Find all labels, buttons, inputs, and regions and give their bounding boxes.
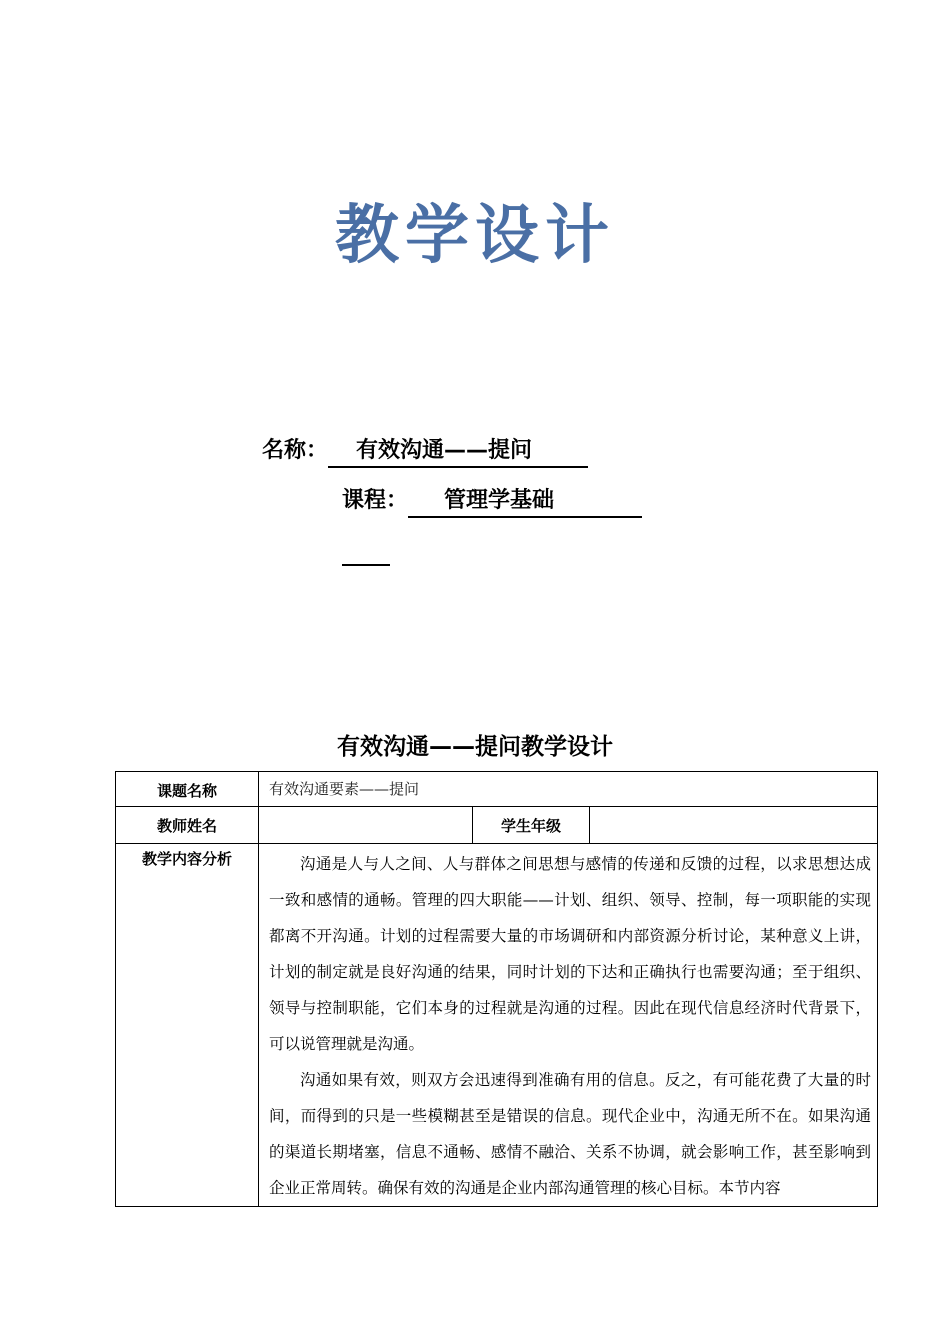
table-row-topic <box>116 772 878 807</box>
course-value: 管理学基础 <box>408 486 642 518</box>
document-title: 教学设计 <box>335 198 615 273</box>
table-row-analysis <box>116 844 878 1207</box>
analysis-label: 教学内容分析 <box>116 844 259 1207</box>
underline-tail <box>342 538 390 566</box>
table-title: 有效沟通——提问教学设计 <box>337 734 613 760</box>
design-table <box>115 771 878 1207</box>
teacher-label: 教师姓名 <box>116 807 259 844</box>
analysis-paragraph: 沟通如果有效，则双方会迅速得到准确有用的信息。反之，有可能花费了大量的时间，而得到的只是一些模糊甚至是错误的信息。现代企业中，沟通无所不在。如果沟通的渠道长期堵塞，信息不通畅、感情不融洽、关系不协调，就会影响工作，甚至影响到企业正常周转。确保有效的沟通是企业内部沟通管理的核心目标。本节内容 <box>269 1071 872 1197</box>
topic-label: 课题名称 <box>116 772 259 807</box>
table-row-teacher <box>116 807 878 844</box>
course-label: 课程： <box>342 488 409 513</box>
analysis-paragraph: 沟通是人与人之间、人与群体之间思想与感情的传递和反馈的过程，以求思想达成一致和感情的通畅。管理的四大职能——计划、组织、领导、控制，每一项职能的实现都离不开沟通。计划的过程需要大量的市场调研和内部资源分析讨论，某种意义上讲，计划的制定就是良好沟通的结果，同时计划的下达和正确执行也需要沟通；至于组织、领导与控制职能，它们本身的过程就是沟通的过程。因此在现代信息经济时代背景下，可以说管理就是沟通。 <box>269 855 872 1053</box>
name-value: 有效沟通——提问 <box>328 436 588 468</box>
name-label: 名称： <box>262 438 329 463</box>
grade-label: 学生年级 <box>473 807 590 844</box>
topic-value: 有效沟通要素——提问 <box>259 772 878 807</box>
name-line <box>262 436 588 468</box>
grade-value <box>590 807 878 844</box>
teacher-value <box>259 807 473 844</box>
analysis-content <box>259 844 878 1207</box>
course-line <box>342 486 642 518</box>
